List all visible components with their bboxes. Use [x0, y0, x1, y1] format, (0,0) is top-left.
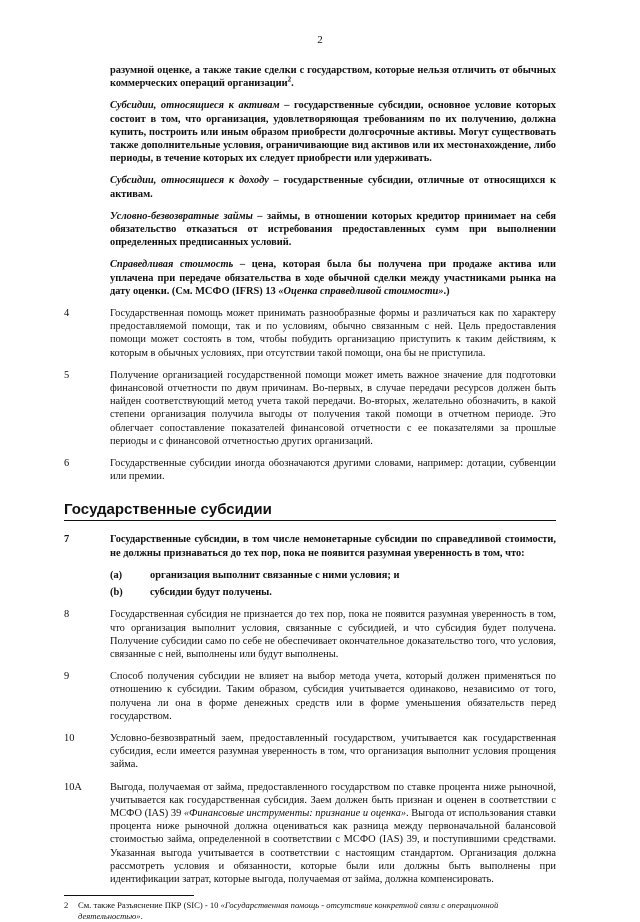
definition-term: Субсидии, относящиеся к доходу — [110, 175, 269, 187]
footnote-divider — [64, 895, 194, 896]
footnote-text: См. также Разъяснение ПКР (SIC) - 10 «Государственная помощь - отсутствие конкретной связи с операционной деятельностью». — [78, 900, 499, 922]
paragraph-text: Способ получения субсидии не влияет на выбор метода учета, который должен применяться по отношению к субсидии. Таким образом, субсидия учитывается одинаково, независимо от того, получена ли она в форме денежных средств или в форме уменьшения обязательств перед государством. — [110, 671, 556, 722]
definition-term: Справедливая стоимость — [110, 259, 234, 271]
list-item-b — [110, 586, 556, 599]
definition-income-grants: Субсидии, относящиеся к доходу – государственные субсидии, отличные от относящихся к активам. — [110, 175, 556, 200]
paragraph-number: 8 — [64, 609, 70, 621]
definition-forgivable-loans: Условно-безвозвратные займы – займы, в отношении которых кредитор принимает на себя обязательство отказаться от истребования предоставленных сумм при выполнении определенных предписанных условий. — [110, 210, 556, 249]
paragraph-number: 4 — [64, 308, 70, 320]
footnote-number: 2 — [64, 900, 69, 911]
page-number: 2 — [317, 34, 323, 46]
paragraph-number: 9 — [64, 671, 70, 683]
paragraph-text: Государственная помощь может принимать разнообразные формы и различаться как по характеру предоставляемой помощи, так и по условиям, обычно связанным с ней. Цель предоставления помощи может состоять в том, чтобы побудить организацию приступить к таким действиям, к которым в обычных условиях, при отсутствии такой помощи, она бы не приступила. — [110, 308, 556, 359]
paragraph-8 — [64, 608, 556, 661]
section-heading: Государственные субсидии — [64, 501, 556, 521]
list-item-label: (b) — [110, 587, 123, 599]
paragraph-number: 10 — [64, 732, 75, 744]
paragraph-9 — [64, 670, 556, 723]
list-item-text: организация выполнит связанные с ними условия; и — [150, 569, 400, 581]
paragraph-text: Получение организацией государственной помощи может иметь важное значение для подготовки финансовой отчетности по двум причинам. Во-первых, в случае передачи ресурсов должен быть найден соответствующий метод учета такой передачи. Во-вторых, желательно обозначить, в какой степени организация получила выгоды от получения такой помощи в отчетном периоде. Это облегчает сопоставление показателей финансовой отчетности с ее показателями за прошлые периоды и с финансовой отчетностью других организаций. — [110, 369, 556, 447]
footnote — [64, 900, 556, 922]
list-item-a — [110, 569, 556, 582]
definition-term: Условно-безвозвратные займы — [110, 210, 253, 222]
page-body — [64, 64, 556, 922]
definition-fair-value: Справедливая стоимость – цена, которая была бы получена при продаже актива или уплачена при передаче обязательства в ходе обычной сделки между участниками рынка на дату оценки. (См. МСФО (IFRS) 13 «Оценка справедливой стоимости».) — [110, 259, 556, 297]
paragraph-text: Государственные субсидии иногда обозначаются другими словами, например: дотации, субвенции или премии. — [110, 458, 556, 483]
definition-term: Субсидии, относящиеся к активам — [110, 100, 280, 112]
paragraph-4 — [64, 307, 556, 360]
paragraph-7 — [64, 533, 556, 559]
definition-continuation: разумной оценке, а также такие сделки с государством, которые нельзя отличить от обычных коммерческих операций организации$^2$. — [110, 65, 556, 90]
paragraph-10a — [64, 781, 556, 887]
paragraph-text: Государственные субсидии, в том числе немонетарные субсидии по справедливой стоимости, не должны признаваться до тех пор, пока не появится разумная уверенность в том, что: — [110, 534, 556, 559]
definitions-block — [110, 64, 556, 298]
list-item-text: субсидии будут получены. — [150, 587, 272, 599]
paragraph-text: Выгода, получаемая от займа, предоставленного государством по ставке процента ниже рыночной, учитывается как государственная субсидия. Заем должен быть признан и оценен в соответствии с МСФО (IAS) 39 «Финансовые инструменты: признание и оценка». Выгода от использования ставки процента ниже рыночной должна оцениваться как разница между первоначальной балансовой стоимостью займа, определенной в соответствии с МСФО (IAS) 39, и поступившими средствами. Указанная выгода учитывается в соответствии с настоящим стандартом. Организация должна рассмотреть условия и обязанности, которые были или должны быть выполнены при идентификации затрат, которые выгода, получаемая от займа, должна компенсировать. — [110, 781, 556, 885]
paragraph-text: Условно-безвозвратный заем, предоставленный государством, учитывается как государственная субсидия, если имеется разумная уверенность в том, что организация выполнит условия прощения займа. — [110, 732, 556, 771]
paragraph-6 — [64, 457, 556, 483]
definition-asset-grants: Субсидии, относящиеся к активам – государственные субсидии, основное условие которых состоит в том, что организация, удовлетворяющая требованиям по их получению, должна купить, построить или иным образом приобрести долгосрочные активы. Могут существовать также дополнительные условия, ограничивающие вид активов или их местонахождение, либо периоды, в течение которых их следует приобрести или удерживать. — [110, 100, 556, 165]
paragraph-number: 7 — [64, 534, 70, 546]
list-item-label: (a) — [110, 569, 123, 581]
paragraph-5 — [64, 369, 556, 448]
paragraph-number: 10A — [64, 781, 82, 793]
paragraph-number: 5 — [64, 369, 70, 381]
footnote-ref: 2 — [287, 75, 292, 84]
paragraph-text: Государственная субсидия не признается до тех пор, пока не появится разумная уверенность в том, что организация выполнит условия, связанные с субсидией, и что субсидия будет получена. Получение субсидии само по себе не обеспечивает окончательное доказательство того, что условия, связанные с ней, выполнены или будут выполнены. — [110, 609, 556, 660]
paragraph-number: 6 — [64, 458, 70, 470]
paragraph-10 — [64, 732, 556, 772]
